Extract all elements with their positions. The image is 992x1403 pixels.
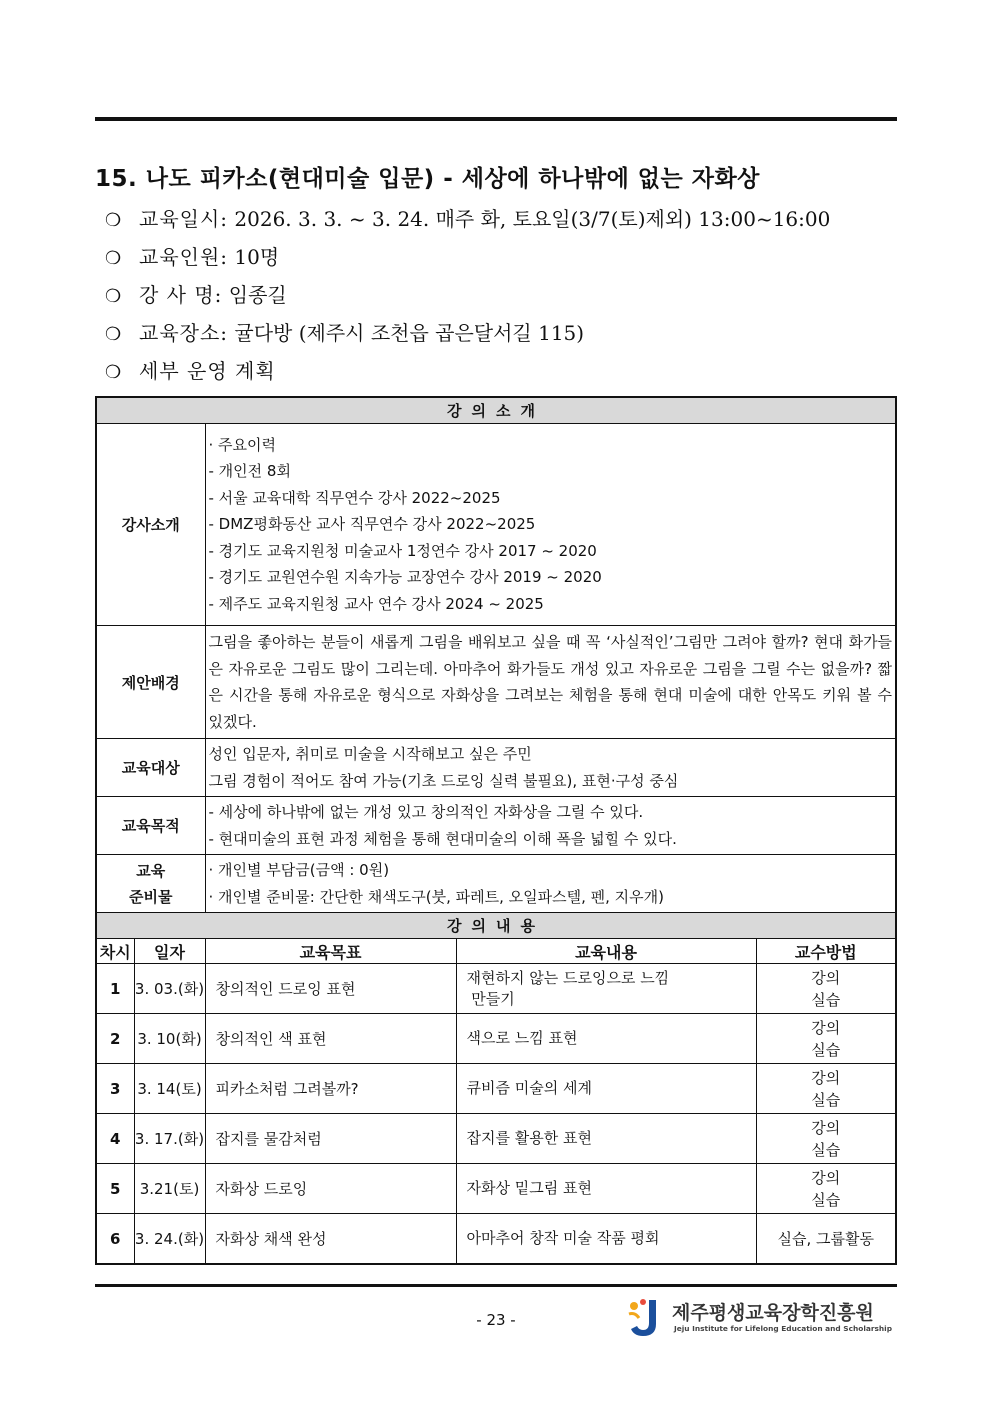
- schedule-row: [96, 1064, 896, 1114]
- instructor-cell: [205, 424, 896, 626]
- session-goal: 창의적인 드로잉 표현: [205, 964, 456, 1014]
- session-number: 5: [96, 1164, 134, 1214]
- info-item-capacity: [105, 238, 905, 276]
- session-method-line: 실습: [811, 1090, 841, 1109]
- col-method: 교수방법: [756, 939, 896, 964]
- background-text: 그림을 좋아하는 분들이 새롭게 그림을 배워보고 싶을 때 꼭 ‘사실적인’그림만 그려야 할까? 현대 화가들은 자유로운 그림도 많이 그리는데. 아마추어 화가들도 개성 있고 자유로운 그림을 그릴 수는 없을까? 짧은 시간을 통해 자유로운 형식으로 자화상을 그려보는 체험을 통해 현대 미술에 대한 안목도 키워 볼 수 있겠다.: [205, 626, 896, 739]
- info-label: 세부 운영 계획: [139, 359, 276, 383]
- info-value: 귤다방 (제주시 조천읍 곱은달서길 115): [234, 321, 585, 345]
- session-date: 3.21(토): [134, 1164, 205, 1214]
- info-label: 교육일시:: [139, 207, 229, 231]
- instructor-label: 강사소개: [96, 424, 205, 626]
- col-content: 교육내용: [456, 939, 756, 964]
- circle-bullet-icon: ❍: [105, 248, 122, 269]
- target-line: 그림 경험이 적어도 참여 가능(기초 드로잉 실력 불필요), 표현·구성 중심: [208, 771, 679, 790]
- instructor-line: - DMZ평화동산 교사 직무연수 강사 2022~2025: [208, 515, 536, 534]
- session-method: [756, 1064, 896, 1114]
- intro-header: 강의소개: [96, 397, 896, 424]
- schedule-row: [96, 1214, 896, 1265]
- target-line: 성인 입문자, 취미로 미술을 시작해보고 싶은 주민: [208, 745, 532, 763]
- session-date: 3. 17.(화): [134, 1114, 205, 1164]
- schedule-row: [96, 1114, 896, 1164]
- session-goal: 자화상 드로잉: [205, 1164, 456, 1214]
- session-method: [756, 1014, 896, 1064]
- instructor-line: - 서울 교육대학 직무연수 강사 2022~2025: [208, 488, 501, 507]
- supplies-label-line: 교육: [136, 861, 166, 880]
- session-goal: 피카소처럼 그려볼까?: [205, 1064, 456, 1114]
- schedule-row: [96, 1014, 896, 1064]
- col-goal: 교육목표: [205, 939, 456, 964]
- info-item-date: [105, 200, 905, 238]
- session-number: 3: [96, 1064, 134, 1114]
- supplies-label-line: 준비물: [129, 887, 173, 906]
- session-date: 3. 10(화): [134, 1014, 205, 1064]
- session-date: 3. 24.(화): [134, 1214, 205, 1265]
- session-method-line: 강의: [811, 1168, 841, 1187]
- session-method-line: 실습: [811, 1140, 841, 1159]
- target-label: 교육대상: [96, 739, 205, 797]
- supplies-line: · 개인별 준비물: 간단한 채색도구(붓, 파레트, 오일파스텔, 펜, 지우개): [208, 887, 664, 906]
- session-method-line: 실습: [811, 1040, 841, 1059]
- session-method-line: 강의: [811, 1018, 841, 1037]
- info-item-plan: [105, 352, 905, 390]
- session-number: 4: [96, 1114, 134, 1164]
- instructor-line: · 주요이력: [208, 435, 276, 454]
- instructor-line: - 경기도 교원연수원 지속가능 교장연수 강사 2019 ~ 2020: [208, 568, 602, 587]
- info-item-location: [105, 314, 905, 352]
- top-rule: [95, 117, 897, 121]
- circle-bullet-icon: ❍: [105, 324, 122, 345]
- circle-bullet-icon: ❍: [105, 210, 122, 231]
- session-method-line: 실습: [811, 990, 841, 1009]
- course-table: [95, 396, 897, 1265]
- session-method: [756, 1114, 896, 1164]
- supplies-line: · 개인별 부담금(금액 : 0원): [208, 861, 390, 879]
- instructor-line: - 경기도 교육지원청 미술교사 1정연수 강사 2017 ~ 2020: [208, 541, 597, 560]
- session-method: [756, 1164, 896, 1214]
- info-list: [105, 200, 905, 390]
- col-session: 차시: [96, 939, 134, 964]
- session-content: [456, 964, 756, 1014]
- goal-line: - 세상에 하나밖에 없는 개성 있고 창의적인 자화상을 그릴 수 있다.: [208, 803, 644, 821]
- session-content-line: 재현하지 않는 드로잉으로 느낌: [466, 968, 670, 987]
- session-method-line: 강의: [811, 968, 841, 987]
- goal-label: 교육목적: [96, 797, 205, 855]
- org-name-en: Jeju Institute for Lifelong Education and Scholarship: [674, 1324, 892, 1333]
- org-logo: [622, 1294, 902, 1342]
- session-method-line: 실습: [811, 1190, 841, 1209]
- session-goal: 자화상 채색 완성: [205, 1214, 456, 1265]
- section-title: 15. 나도 피카소(현대미술 입문) - 세상에 하나밖에 없는 자화상: [95, 166, 760, 192]
- page-number: - 23 -: [476, 1311, 516, 1329]
- supplies-label: [96, 855, 205, 913]
- session-goal: 잡지를 물감처럼: [205, 1114, 456, 1164]
- info-label: 교육장소:: [139, 321, 229, 345]
- info-item-instructor: [105, 276, 905, 314]
- session-date: 3. 03.(화): [134, 964, 205, 1014]
- session-date: 3. 14(토): [134, 1064, 205, 1114]
- org-logo-icon: [625, 1296, 667, 1340]
- goal-line: - 현대미술의 표현 과정 체험을 통해 현대미술의 이해 폭을 넓힐 수 있다.: [208, 829, 677, 848]
- info-label: 교육인원:: [139, 245, 229, 269]
- info-value: 10명: [234, 245, 280, 269]
- session-method-line: 강의: [811, 1068, 841, 1087]
- session-content-line: 만들기: [466, 989, 515, 1008]
- session-number: 1: [96, 964, 134, 1014]
- info-value: 임종길: [228, 283, 287, 307]
- session-content: 아마추어 창작 미술 작품 평회: [456, 1214, 756, 1265]
- circle-bullet-icon: ❍: [105, 362, 122, 383]
- session-method-line: 강의: [811, 1118, 841, 1137]
- circle-bullet-icon: ❍: [105, 286, 122, 307]
- col-date: 일자: [134, 939, 205, 964]
- session-number: 6: [96, 1214, 134, 1265]
- session-number: 2: [96, 1014, 134, 1064]
- session-content: 색으로 느낌 표현: [456, 1014, 756, 1064]
- session-content: 자화상 밑그림 표현: [456, 1164, 756, 1214]
- goal-cell: [205, 797, 896, 855]
- target-cell: [205, 739, 896, 797]
- info-label: 강 사 명:: [139, 283, 223, 307]
- background-label: 제안배경: [96, 626, 205, 739]
- org-name: 제주평생교육장학진흥원: [672, 1302, 874, 1324]
- instructor-line: - 개인전 8회: [208, 462, 291, 481]
- supplies-cell: [205, 855, 896, 913]
- session-method: 실습, 그룹활동: [756, 1214, 896, 1265]
- schedule-row: [96, 964, 896, 1014]
- session-content: 큐비즘 미술의 세계: [456, 1064, 756, 1114]
- session-goal: 창의적인 색 표현: [205, 1014, 456, 1064]
- schedule-header: 강의내용: [96, 913, 896, 939]
- session-content: 잡지를 활용한 표현: [456, 1114, 756, 1164]
- instructor-line: - 제주도 교육지원청 교사 연수 강사 2024 ~ 2025: [208, 594, 544, 613]
- bottom-rule: [95, 1284, 897, 1287]
- schedule-row: [96, 1164, 896, 1214]
- info-value: 2026. 3. 3. ~ 3. 24. 매주 화, 토요일(3/7(토)제외) 13:00~16:00: [234, 207, 831, 231]
- session-method: [756, 964, 896, 1014]
